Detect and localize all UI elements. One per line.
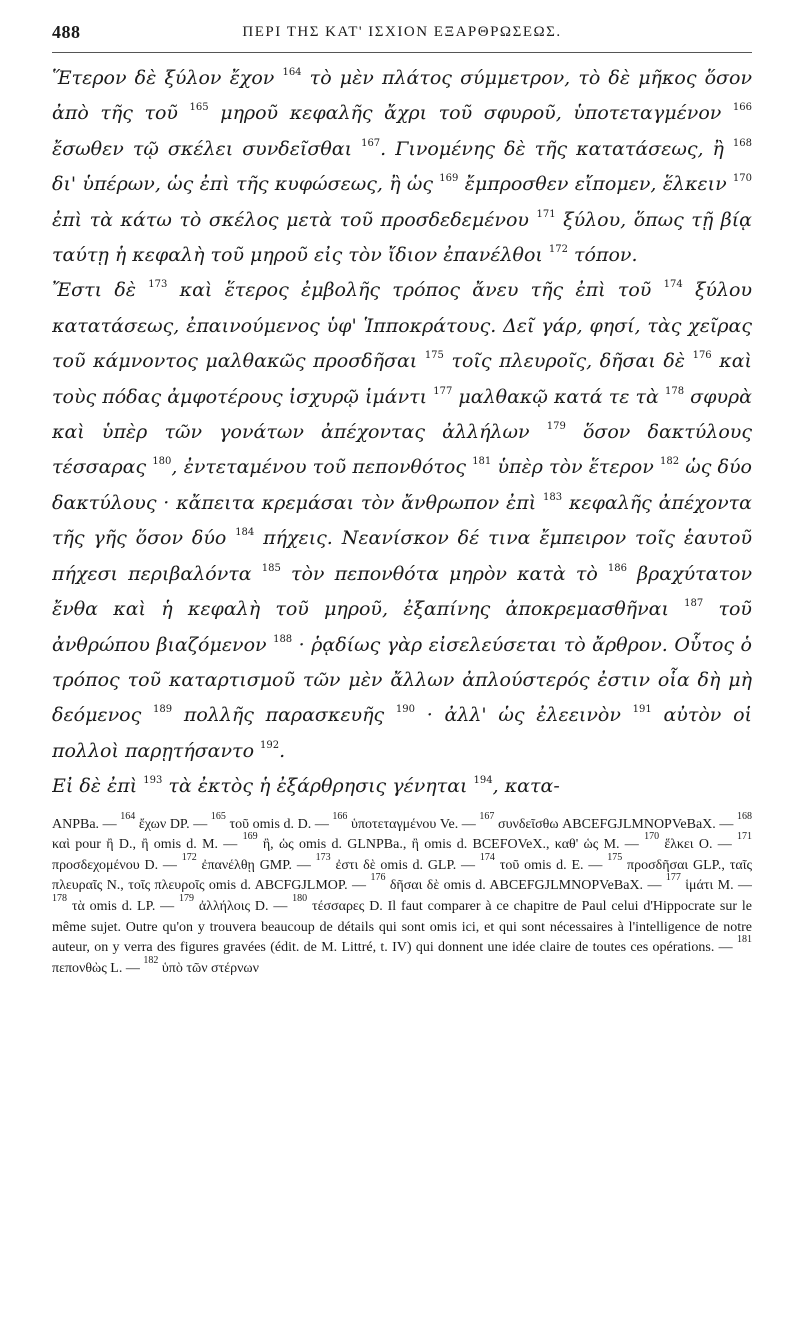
text-run: πεπονθὼς L. —: [52, 960, 144, 976]
text-run: ξύλου κατατάσεως, ἐπαινούμενος ὑφ' Ἱπποκράτους. Δεῖ γάρ, φησί, τὰς χεῖρας τοῦ κάμνοντος μαλθακῶς προσδῆσαι: [52, 279, 752, 373]
text-run: προσδῆσαι GLP., ταῖς πλευραῖς N., τοῖς πλευροῖς omis d. ABCFGJLMOP. —: [52, 857, 752, 894]
text-run: αὐτὸν οἱ πολλοὶ παρῃτήσαντο: [52, 704, 752, 762]
variant-note-marker: 183: [543, 491, 563, 503]
text-run: · ῥᾳδίως γὰρ εἰσελεύσεται τὸ ἄρθρον. Οὗτος ὁ τρόπος τοῦ καταρτισμοῦ τῶν μὲν ἄλλων ἀπλούστερός ἐστιν οἷα δὴ μὴ δεόμενος: [52, 633, 752, 727]
text-run: ἱμάτι M. —: [680, 878, 752, 894]
variant-note-marker: 187: [684, 598, 704, 610]
variant-note-marker: 165: [189, 102, 209, 114]
variant-note-marker: 170: [644, 831, 660, 843]
text-run: σφυρὰ καὶ ὑπὲρ τῶν γονάτων ἀπέχοντας ἀλλήλων: [52, 385, 752, 444]
variant-note-marker: 185: [261, 562, 281, 574]
variant-note-marker: 171: [536, 208, 556, 220]
text-run: τὰ ἐκτὸς ἡ ἐξάρθρησις γένηται: [162, 775, 474, 798]
text-run: .: [279, 739, 286, 762]
variant-note-marker: 189: [153, 704, 173, 716]
text-run: ἐπανέλθῃ GMP. —: [196, 857, 316, 873]
text-run: ἔμπροσθεν εἴπομεν, ἕλκειν: [458, 173, 733, 196]
text-run: μαλθακῷ κατά τε τὰ: [452, 385, 665, 408]
variant-note-marker: 168: [732, 137, 752, 149]
variant-note-marker: 177: [665, 872, 681, 884]
variant-note-marker: 173: [315, 851, 331, 863]
text-run: ὑποτεταγμένου Ve. —: [347, 816, 480, 832]
text-run: δῆσαι δὲ omis d. ABCEFGJLMNOPVeBaX. —: [385, 878, 666, 894]
text-run: προσδεχομένου D. —: [52, 857, 182, 873]
text-run: ἕλκει O. —: [659, 837, 738, 853]
text-run: ὅσον δακτύλους τέσσαρας: [52, 421, 752, 479]
variant-note-marker: 172: [548, 244, 568, 256]
variant-note-marker: 167: [479, 810, 495, 822]
variant-note-marker: 173: [148, 279, 168, 291]
variant-note-marker: 192: [260, 739, 280, 751]
text-run: Ἔστι δὲ: [52, 279, 149, 302]
text-run: ὡς δύο δακτύλους · κἄπειτα κρεμάσαι τὸν ἄνθρωπον ἐπὶ: [52, 456, 752, 514]
variant-note-marker: 170: [732, 173, 752, 185]
variant-note-marker: 193: [143, 775, 163, 787]
text-run: · ἀλλ' ὡς ἐλεεινὸν: [414, 704, 633, 727]
variant-note-marker: 182: [143, 954, 159, 966]
variant-note-marker: 171: [737, 831, 752, 843]
variant-note-marker: 164: [120, 810, 136, 822]
running-head: [52, 18, 752, 53]
variant-note-marker: 177: [433, 385, 453, 397]
text-run: ὑπὲρ τὸν ἕτερον: [491, 456, 660, 479]
variant-note-marker: 172: [181, 851, 197, 863]
text-run: πολλῆς παρασκευῆς: [172, 704, 396, 727]
variant-note-marker: 182: [659, 456, 680, 468]
text-paragraph: [52, 273, 752, 769]
variant-note-marker: 179: [546, 421, 566, 433]
variant-note-marker: 180: [292, 892, 308, 904]
text-run: Ἕτερον δὲ ξύλον ἔχον: [52, 67, 283, 89]
main-text: [52, 61, 752, 805]
variant-note-marker: 186: [607, 562, 627, 574]
book-page: [52, 18, 752, 1308]
variant-note-marker: 174: [479, 851, 495, 863]
variant-note-marker: 179: [179, 892, 194, 904]
text-run: κεφαλῆς ἀπέχοντα τῆς γῆς ὅσον δύο: [52, 491, 752, 550]
variant-note-marker: 176: [370, 872, 386, 884]
text-run: τοῦ omis d. D. —: [225, 816, 333, 832]
text-run: ἀλλήλοις D. —: [194, 898, 293, 914]
text-run: συνδεῖσθω ABCEFGJLMNOPVeBaX. —: [494, 816, 737, 832]
variant-note-marker: 168: [737, 810, 752, 822]
variant-note-marker: 175: [607, 851, 623, 863]
text-run: ANPBa. —: [52, 816, 121, 832]
variant-note-marker: 166: [332, 810, 348, 822]
text-run: ὑπὸ τῶν στέρνων: [158, 960, 259, 976]
text-paragraph: [52, 769, 752, 804]
text-run: Εἰ δὲ ἐπὶ: [52, 775, 144, 798]
text-run: ἢ, ὡς omis d. GLNPBa., ἢ omis d. BCEFOVeX., καθ' ὡς M. —: [257, 837, 645, 853]
variant-note-marker: 180: [152, 456, 172, 468]
variant-note-marker: 191: [632, 704, 652, 716]
page-number: 488: [52, 22, 81, 42]
text-run: , κατα-: [492, 775, 560, 798]
text-run: τὰ omis d. LP. —: [67, 898, 179, 914]
variant-note-marker: 194: [473, 775, 493, 787]
text-run: ἐστι δὲ omis d. GLP. —: [330, 857, 480, 873]
variant-note-marker: 169: [242, 831, 258, 843]
apparatus-paragraph: [52, 810, 752, 980]
critical-apparatus: [52, 810, 752, 980]
variant-note-marker: 176: [692, 350, 712, 362]
text-run: τέσσαρες D. Il faut comparer à ce chapitre de Paul celui d'Hippocrate sur le même sujet. Outre qu'on y trouvera beaucoup de détails qui sont omis ici, et qui sont nécessaires à l'intelligence de notre auteur, on y verra des figures gravées (édit. de M. Littré, t. IV) qui donnent une idée claire de toutes ces opérations. —: [52, 898, 752, 956]
text-run: καὶ ἕτερος ἐμβολῆς τρόπος ἄνευ τῆς ἐπὶ τοῦ: [167, 279, 664, 302]
text-run: τόπον.: [567, 244, 638, 267]
running-title: ΠΕΡΙ ΤΗΣ ΚΑΤ' ΙΣΧΙΟΝ ΕΞΑΡΘΡΩΣΕΩΣ.: [242, 24, 562, 40]
variant-note-marker: 181: [472, 456, 492, 468]
text-run: , ἐντεταμένου τοῦ πεπονθότος: [171, 456, 473, 479]
text-paragraph: [52, 61, 752, 273]
text-run: τὸν πεπονθότα μηρὸν κατὰ τὸ: [280, 562, 608, 585]
text-run: ἔσωθεν τῷ σκέλει συνδεῖσθαι: [52, 137, 362, 160]
text-run: . Γινομένης δὲ τῆς κατατάσεως, ἢ: [380, 137, 733, 160]
variant-note-marker: 178: [664, 385, 685, 397]
text-run: δι' ὑπέρων, ὡς ἐπὶ τῆς κυφώσεως, ἢ ὡς: [52, 173, 440, 196]
text-run: βραχύτατον ἔνθα καὶ ἡ κεφαλὴ τοῦ μηροῦ, ἐξαπίνης ἀποκρεμασθῆναι: [52, 562, 752, 621]
variant-note-marker: 165: [210, 810, 226, 822]
text-run: ἐπὶ τὰ κάτω τὸ σκέλος μετὰ τοῦ προσδεδεμένου: [52, 208, 537, 231]
text-run: τοῖς πλευροῖς, δῆσαι δὲ: [443, 350, 693, 373]
variant-note-marker: 169: [439, 173, 459, 185]
text-run: τὸ μὲν πλάτος σύμμετρον, τὸ δὲ μῆκος ὅσον ἀπὸ τῆς τοῦ: [52, 67, 752, 125]
text-run: τοῦ ἀνθρώπου βιαζόμενον: [52, 598, 752, 656]
text-run: καὶ pour ἢ D., ἢ omis d. M. —: [52, 837, 243, 853]
variant-note-marker: 178: [52, 892, 67, 904]
variant-note-marker: 166: [732, 102, 752, 114]
variant-note-marker: 167: [361, 137, 381, 149]
text-run: μηροῦ κεφαλῆς ἄχρι τοῦ σφυροῦ, ὑποτεταγμένον: [208, 102, 733, 125]
text-run: πήχεις. Νεανίσκον δέ τινα ἔμπειρον τοῖς ἑαυτοῦ πήχεσι περιβαλόντα: [52, 527, 752, 585]
text-run: ἔχων DP. —: [135, 816, 211, 832]
text-run: ξύλου, ὅπως τῇ βίᾳ ταύτῃ ἡ κεφαλὴ τοῦ μηροῦ εἰς τὸν ἴδιον ἐπανέλθοι: [52, 208, 752, 267]
variant-note-marker: 188: [273, 633, 293, 645]
variant-note-marker: 175: [424, 350, 444, 362]
text-run: τοῦ omis d. E. —: [494, 857, 608, 873]
variant-note-marker: 174: [663, 279, 683, 291]
variant-note-marker: 181: [737, 934, 752, 946]
text-run: καὶ τοὺς πόδας ἀμφοτέρους ἰσχυρῷ ἱμάντι: [52, 350, 752, 408]
variant-note-marker: 190: [395, 704, 415, 716]
variant-note-marker: 184: [235, 527, 255, 539]
variant-note-marker: 164: [282, 67, 302, 78]
